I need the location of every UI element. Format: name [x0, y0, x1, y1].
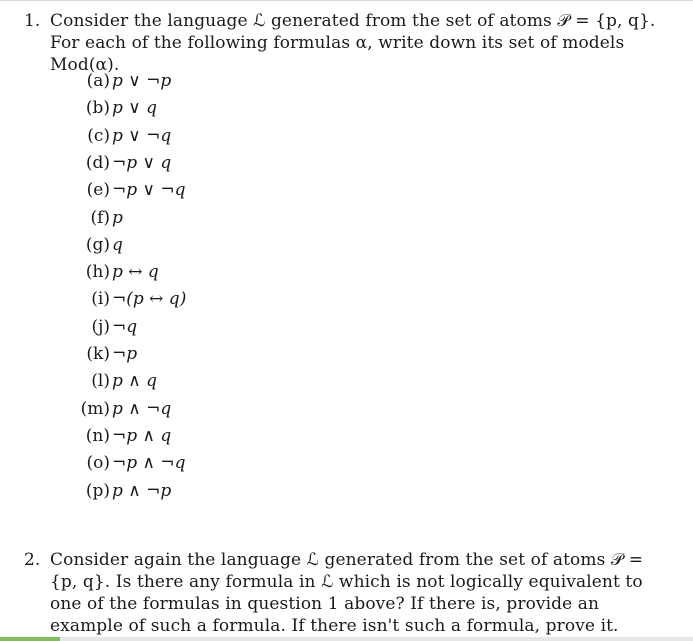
- formula-item-label: (f): [90, 207, 110, 228]
- formula-item: [24, 423, 324, 449]
- question-2: [24, 549, 664, 637]
- top-border: [0, 0, 693, 1]
- formula-item: [24, 95, 324, 121]
- formula-item-expression: ¬p: [112, 344, 138, 364]
- formula-item: [24, 205, 324, 231]
- formula-item-expression: ¬q: [112, 316, 138, 337]
- formula-item-label: (a): [86, 71, 110, 91]
- question-1: [24, 10, 664, 76]
- formula-item-expression: p ∨ ¬q: [112, 125, 172, 146]
- formula-item-expression: ¬(p ↔ q): [112, 289, 187, 310]
- formula-item-label: (b): [85, 98, 110, 119]
- question-1-text: Consider the language ℒ generated from the set of atoms 𝒫 = {p, q}. For each of the following formulas α, write down its set of models Mod(α).: [50, 11, 656, 75]
- formula-item-label: (e): [86, 180, 110, 201]
- formula-item: [24, 341, 324, 367]
- formula-item: [24, 232, 324, 258]
- formula-item-expression: p ↔ q: [112, 262, 159, 283]
- formula-item-expression: p ∨ q: [112, 98, 158, 119]
- formula-item: [24, 68, 324, 94]
- question-2-text: Consider again the language ℒ generated from the set of atoms 𝒫 = {p, q}. Is there any formula in ℒ which is not logically equivalent to one of the formulas in question 1 above? If there is, provide an example of such a formula. If there isn't such a formula, prove it.: [50, 550, 644, 636]
- formula-item-expression: ¬p ∨ ¬q: [112, 180, 186, 201]
- formula-item-label: (d): [85, 152, 110, 173]
- formula-item-label: (p): [85, 480, 110, 501]
- formula-item: [24, 259, 324, 285]
- formula-item-label: (n): [85, 425, 110, 446]
- formula-item: [24, 177, 324, 203]
- formula-item: [24, 314, 324, 340]
- formula-item-label: (m): [80, 398, 110, 419]
- formula-item-label: (k): [86, 344, 110, 364]
- formula-item-label: (h): [85, 262, 110, 283]
- formula-item-expression: ¬p ∨ q: [112, 152, 172, 173]
- formula-item-expression: p ∧ q: [112, 371, 158, 392]
- formula-item-label: (i): [91, 289, 110, 310]
- formula-item-label: (j): [91, 316, 110, 337]
- question-2-number: 2.: [24, 550, 41, 570]
- formula-item-expression: p ∧ ¬p: [112, 480, 172, 501]
- formula-item: [24, 123, 324, 149]
- question-1-number: 1.: [24, 11, 41, 31]
- formula-item: [24, 450, 324, 476]
- formula-item-expression: q: [112, 234, 123, 255]
- formula-item-expression: ¬p ∧ ¬q: [112, 453, 186, 474]
- formula-item: [24, 286, 324, 312]
- formula-item-label: (l): [91, 371, 110, 392]
- bottom-strip: [0, 637, 693, 641]
- formula-item-label: (c): [87, 125, 110, 146]
- formula-item: [24, 396, 324, 422]
- formula-item-expression: p ∧ ¬q: [112, 398, 172, 419]
- formula-item-expression: p ∨ ¬p: [112, 71, 172, 91]
- formula-item-label: (g): [85, 234, 110, 255]
- formula-item-expression: p: [112, 207, 123, 228]
- formula-item: [24, 150, 324, 176]
- formula-item: [24, 368, 324, 394]
- formula-item-label: (o): [86, 453, 110, 474]
- formula-item: [24, 478, 324, 504]
- formula-item-expression: ¬p ∧ q: [112, 425, 172, 446]
